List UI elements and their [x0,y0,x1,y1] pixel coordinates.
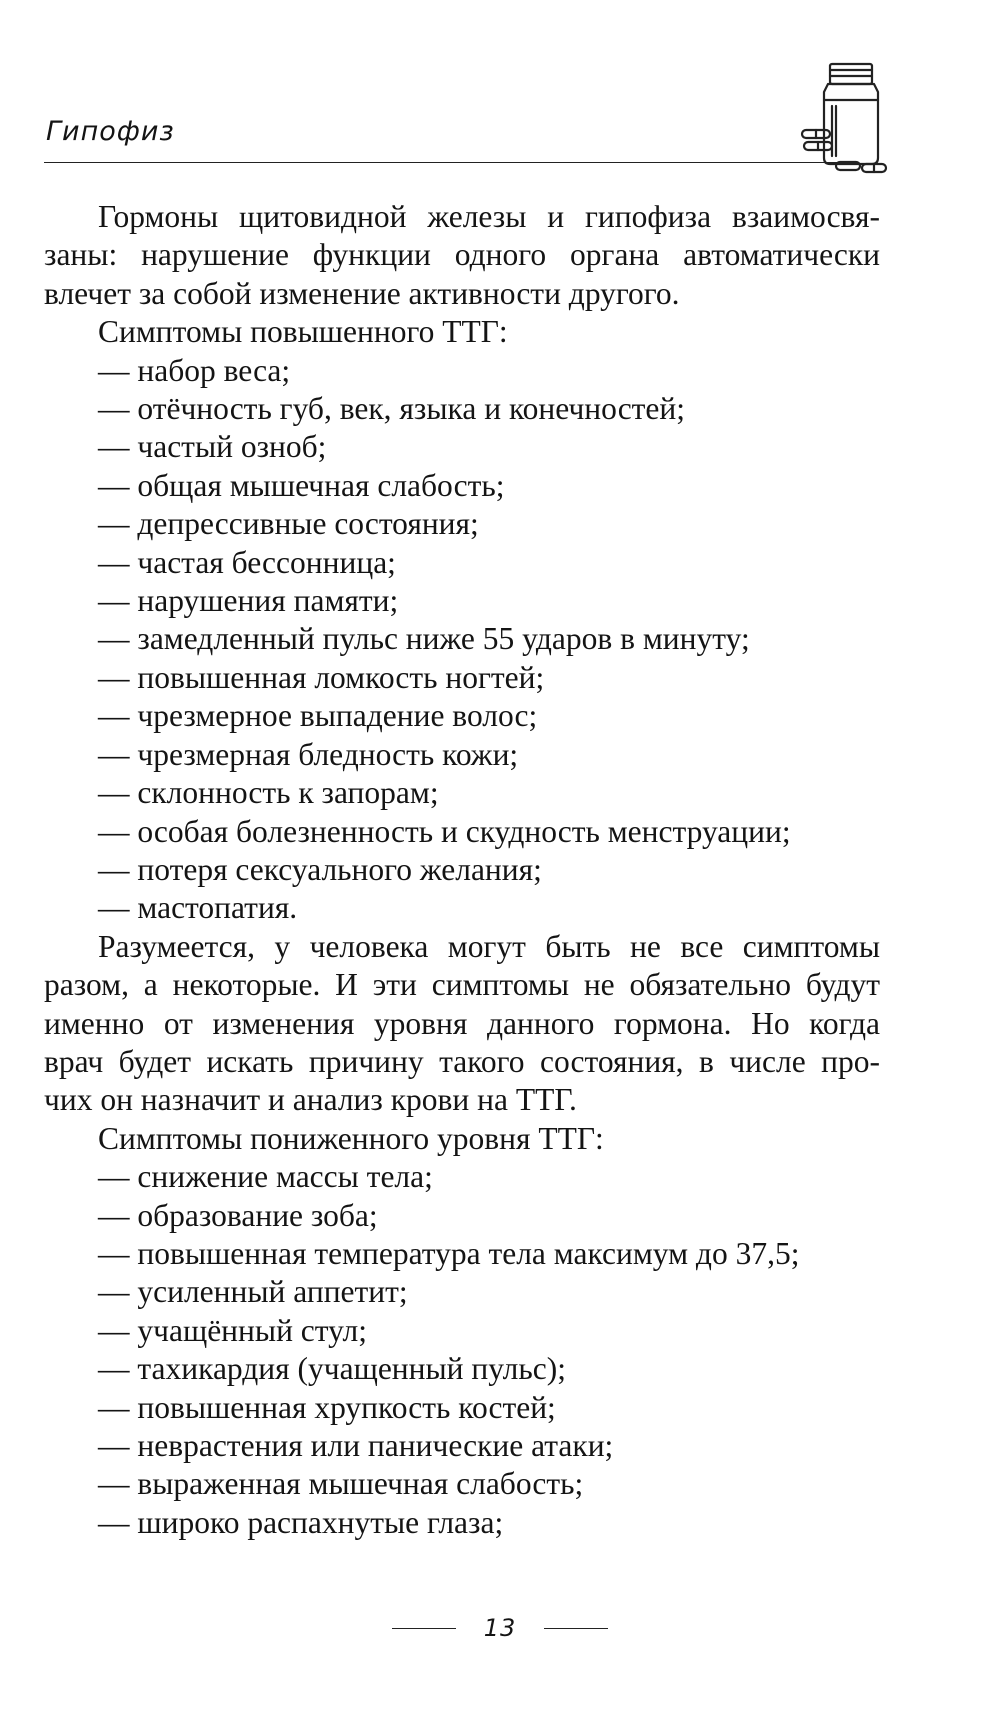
footer-rule-left [392,1628,456,1629]
list-item: — широко распахнутые глаза; [98,1504,504,1540]
paragraph-line: Разумеется, у человека могут быть не все симптомы [98,928,880,964]
list-item: — особая болезненность и скудность менструации; [98,813,791,849]
page-number: 13 [483,1614,517,1642]
list-item: — нарушения памяти; [98,583,399,619]
paragraph-line: разом, а некоторые. И эти симптомы не обязательно будут [44,967,880,1003]
low-tsh-heading: Симптомы пониженного уровня ТТГ: [98,1120,604,1156]
list-item: — образование зоба; [98,1197,378,1233]
running-head-title: Гипофиз [46,116,175,147]
list-item: — выраженная мышечная слабость; [98,1466,584,1502]
paragraph-line: чих он назначит и анализ крови на ТТГ. [44,1082,577,1118]
header-rule [44,162,844,163]
list-item: — склонность к запорам; [98,775,439,811]
list-item: — частый озноб; [98,429,327,465]
list-item: — чрезмерное выпадение волос; [98,698,538,734]
page-footer [0,1614,1000,1642]
list-item: — чрезмерная бледность кожи; [98,736,519,772]
paragraph-line: влечет за собой изменение активности другого. [44,275,680,311]
paragraph-line: заны: нарушение функции одного органа автоматически [44,237,880,273]
list-item: — неврастения или панические атаки; [98,1428,614,1463]
list-item: — депрессивные состояния; [98,506,479,542]
page-body [44,198,880,1542]
paragraph-line: врач будет искать причину такого состояния, в числе про- [44,1043,880,1079]
list-item: — мастопатия. [98,890,298,926]
list-item: — потеря сексуального желания; [98,851,542,887]
paragraph-line: именно от изменения уровня данного гормона. Но когда [44,1005,880,1041]
high-tsh-heading: Симптомы повышенного ТТГ: [98,314,508,350]
list-item: — снижение массы тела; [98,1159,433,1195]
list-item: — учащённый стул; [98,1312,367,1348]
list-item: — усиленный аппетит; [98,1274,408,1310]
pill-bottle-icon [800,62,910,174]
list-item: — тахикардия (учащенный пульс); [98,1351,566,1387]
list-item: — частая бессонница; [98,544,396,580]
paragraph-line: Гормоны щитовидной железы и гипофиза взаимосвя- [98,199,880,234]
list-item: — отёчность губ, век, языка и конечностей; [98,391,686,427]
list-item: — повышенная хрупкость костей; [98,1389,556,1425]
list-item: — замедленный пульс ниже 55 ударов в минуту; [98,621,750,657]
list-item: — набор веса; [98,352,291,388]
footer-rule-right [544,1628,608,1629]
list-item: — общая мышечная слабость; [98,467,505,503]
list-item: — повышенная температура тела максимум до 37,5; [98,1235,800,1271]
list-item: — повышенная ломкость ногтей; [98,659,545,695]
